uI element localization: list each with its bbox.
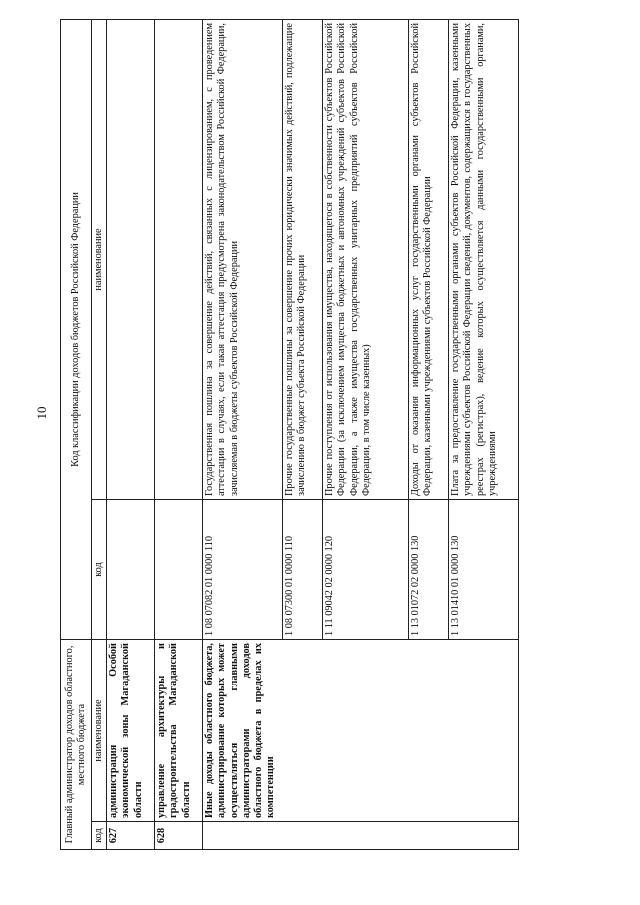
kbk-name-cell: Доходы от оказания информационных услуг государственными органами субъектов Российской Федерации, казенными учреждениями субъектов Российской Федерации [409,20,449,500]
kbk-code-cell [155,500,203,640]
kbk-code-cell: 1 11 09042 02 0000 120 [323,500,409,640]
table-row [107,20,155,850]
table-row [203,20,283,850]
revenue-classification-table-wrapper [60,20,605,850]
kbk-name-cell [107,20,155,500]
header-admin-code: код [92,822,107,850]
header-kbk-name: наименование [92,20,107,500]
page-number: 10 [34,406,49,420]
kbk-name-cell: Прочие поступления от использования имущества, находящегося в собственности субъектов Российской Федерации (за исключением имущества бюджетных и автономных учреждений субъектов Российской Федерации, а также имущества государственных унитарных предприятий субъектов Российской Федерации, в том числе казенных) [323,20,409,500]
kbk-name-cell: Плата за предоставление государственными органами субъектов Российской Федерации, казенными учреждениями субъектов Российской Федерации сведений, документов, содержащихся в государственных реестрах (регистрах), ведение которых осуществляется данными государственными органами, учреждениями [449,20,519,500]
kbk-name-cell [155,20,203,500]
admin-name-cell: Иные доходы областного бюджета, администрирование которых может осуществляться главными администраторами доходов областного бюджета в пределах их компетенции [203,640,519,822]
kbk-code-cell: 1 08 07300 01 0000 110 [283,500,323,640]
header-group-row [61,20,92,850]
header-admin-name: наименование [92,640,107,822]
admin-name-cell: администрация Особой экономической зоны Магаданской области [107,640,155,822]
table-row [155,20,203,850]
kbk-code-cell: 1 13 01410 01 0000 130 [449,500,519,640]
kbk-code-cell: 1 08 07082 01 0000 110 [203,500,283,640]
header-column-row [92,20,107,850]
revenue-classification-table [60,19,519,850]
admin-name-cell: управление архитектуры и градостроительства Магаданской области [155,640,203,822]
admin-code-cell: 627 [107,822,155,850]
admin-code-cell: 628 [155,822,203,850]
header-code-group: Код классификации доходов бюджетов Российской Федерации [61,20,92,640]
kbk-code-cell [107,500,155,640]
header-kbk-code: код [92,500,107,640]
admin-code-cell [203,822,519,850]
kbk-name-cell: Прочие государственные пошлины за совершение прочих юридически значимых действий, подлежащие зачислению в бюджет субъекта Российской Федерации [283,20,323,500]
kbk-code-cell: 1 13 01072 02 0000 130 [409,500,449,640]
kbk-name-cell: Государственная пошлина за совершение действий, связанных с лицензированием, с проведением аттестации в случаях, если такая аттестация предусмотрена законодательством Российской Федерации, зачисляемая в бюджеты субъектов Российской Федерации [203,20,283,500]
header-admin-group: Главный администратор доходов областного, местного бюджета [61,640,92,850]
